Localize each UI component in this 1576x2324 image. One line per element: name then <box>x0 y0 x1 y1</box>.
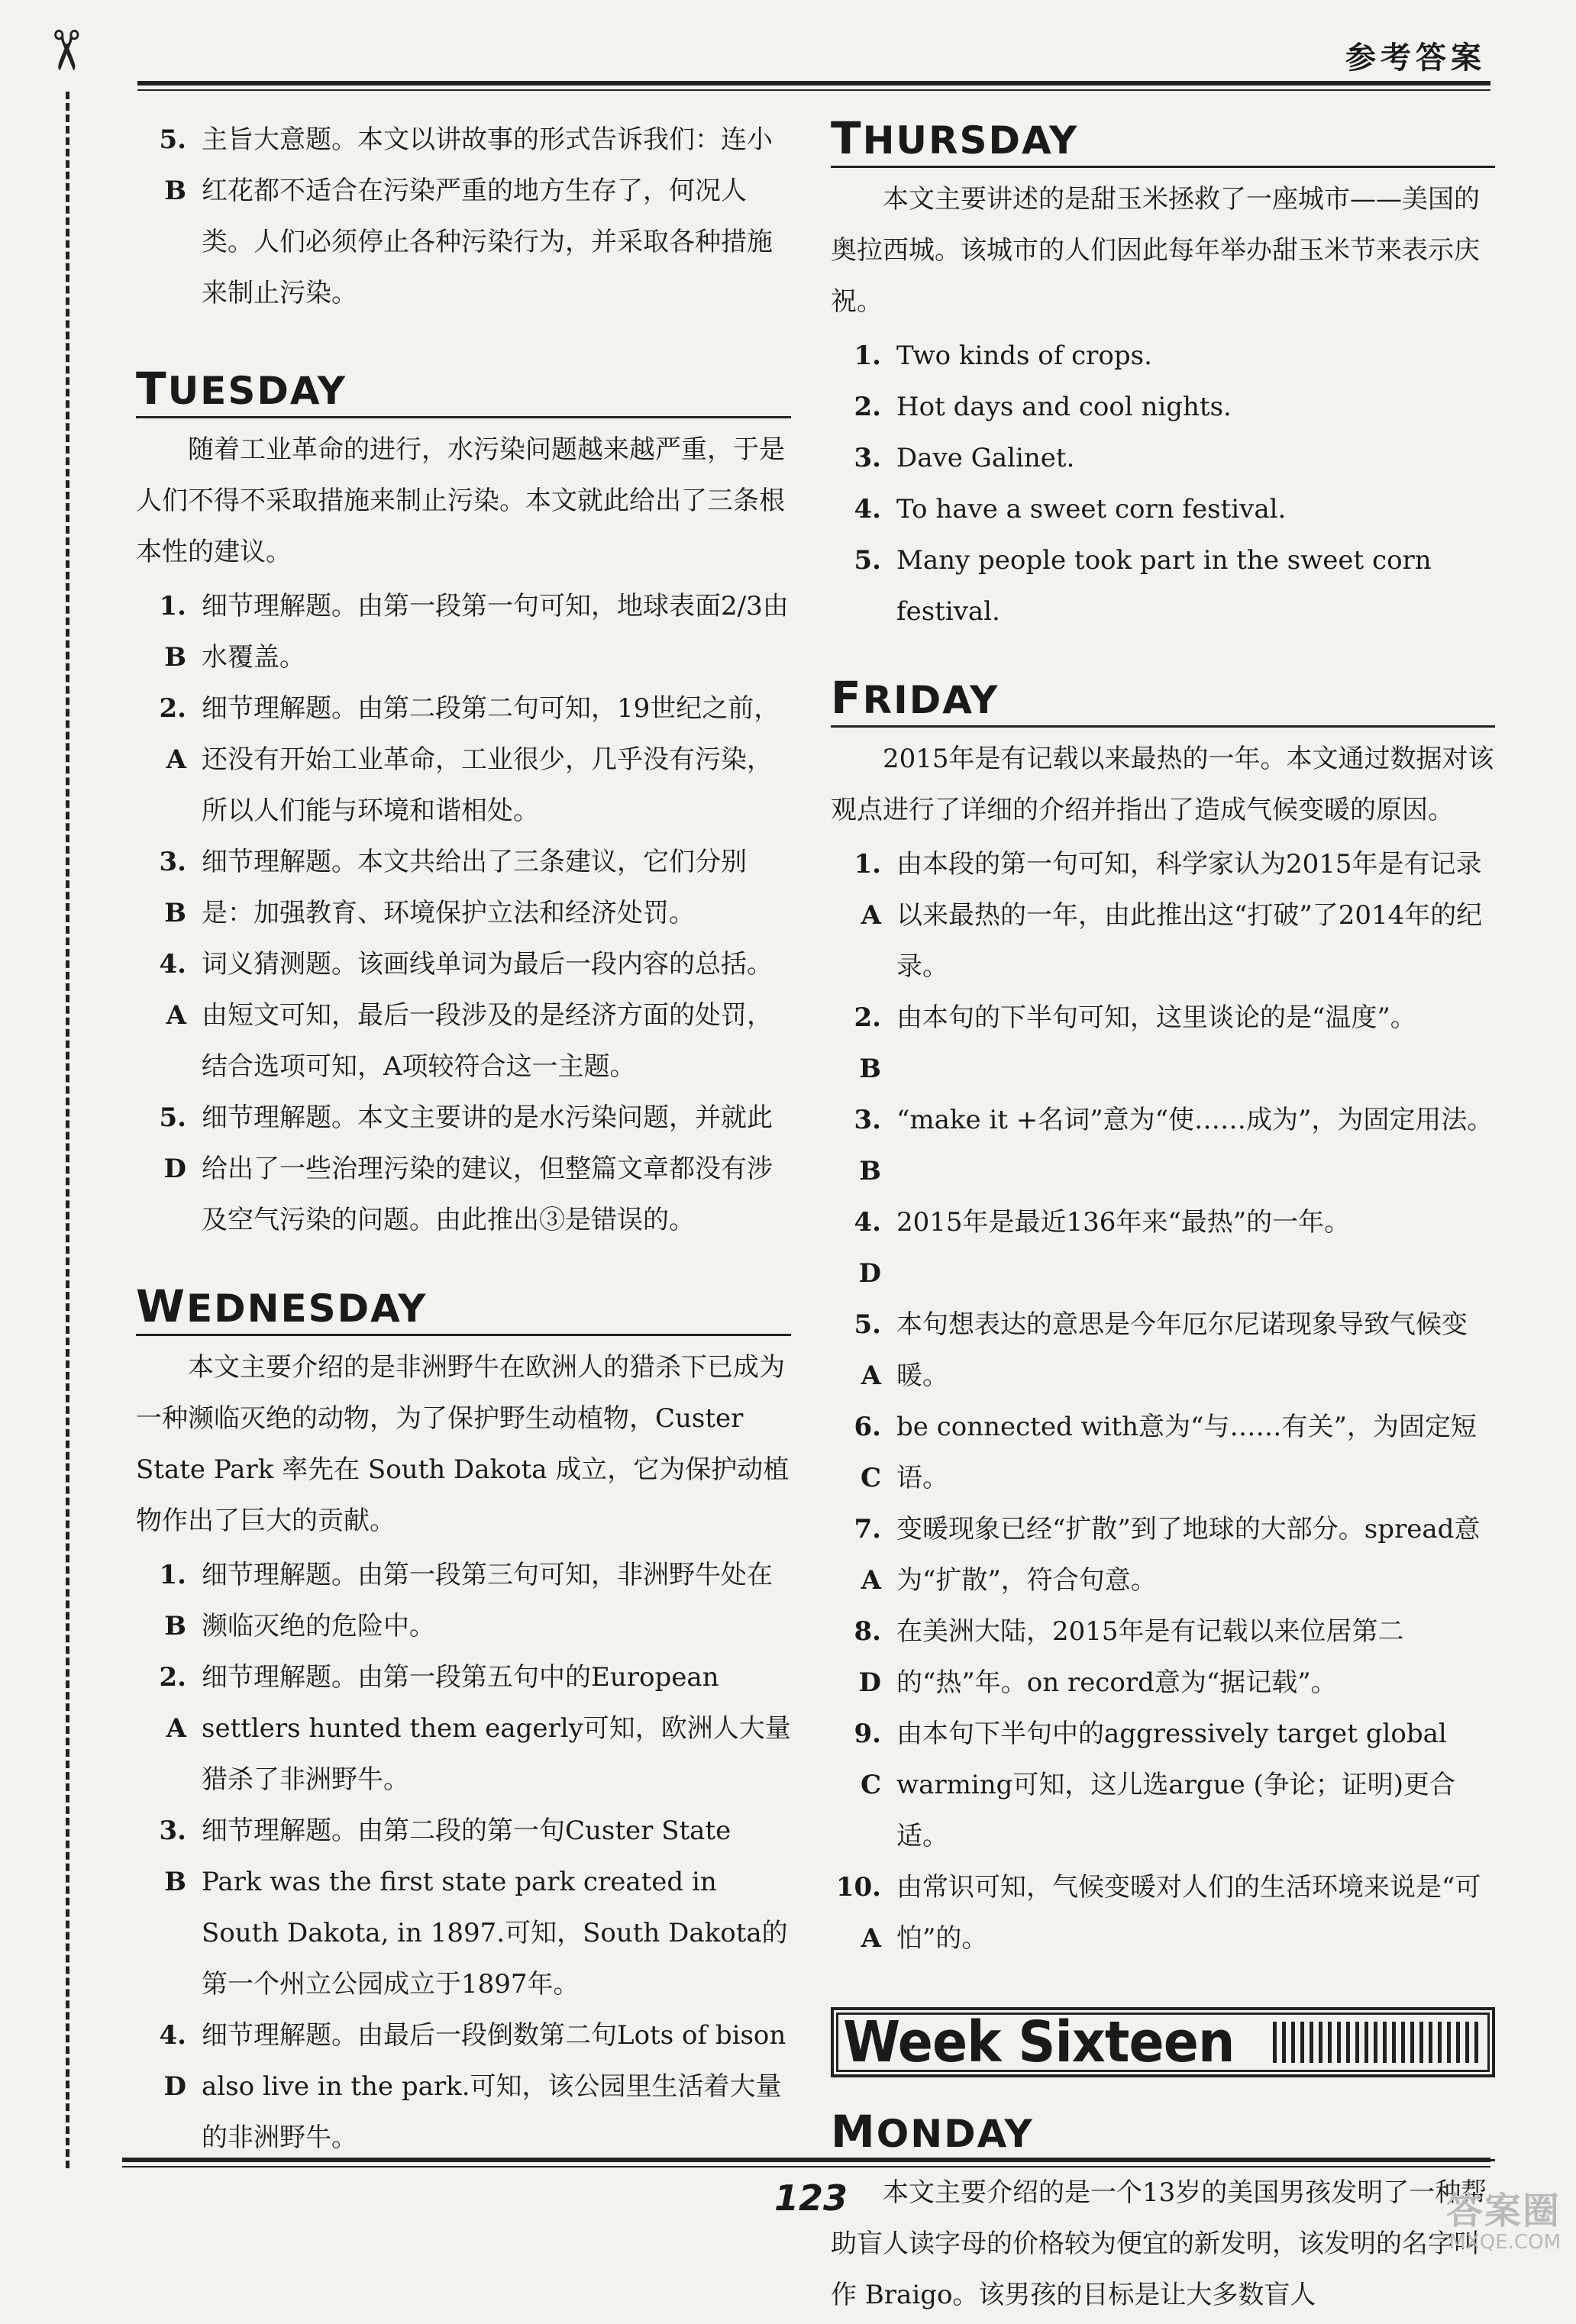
header-rule-thin <box>137 89 1490 91</box>
answer-item <box>136 1093 791 1246</box>
answer-item <box>831 1095 1495 1197</box>
left-column <box>136 115 791 2164</box>
answer-explanation: 由本句下半句中的aggressively target global warming可知，这儿选argue (争论；证明)更合适。 <box>896 1719 1456 1851</box>
answer-number: 2. A <box>159 1662 186 1744</box>
answer-number: 4. D <box>854 1207 881 1289</box>
answer-number: 1. <box>854 341 881 371</box>
answer-number: 1. A <box>854 849 881 931</box>
answer-number: 4. <box>854 494 881 525</box>
answer-item <box>831 1402 1495 1504</box>
answer-list <box>136 1550 791 2164</box>
answer-number: 3. B <box>854 1105 881 1186</box>
answer-explanation: 细节理解题。本文共给出了三条建议，它们分别是：加强教育、环境保护立法和经济处罚。 <box>202 847 747 928</box>
section-intro: 随着工业革命的进行，水污染问题越来越严重，于是人们不得不采取措施来制止污染。本文就此给出了三条根本性的建议。 <box>136 434 785 567</box>
answer-item <box>831 331 1495 382</box>
footer-rule <box>122 2158 1490 2162</box>
answer-item <box>136 837 791 939</box>
answer-item <box>831 839 1495 993</box>
section-intro: 2015年是有记载以来最热的一年。本文通过数据对该观点进行了详细的介绍并指出了造成气候变暖的原因。 <box>831 744 1494 825</box>
answer-item <box>831 1504 1495 1606</box>
answer-item <box>831 433 1495 484</box>
answer-explanation: Hot days and cool nights. <box>896 392 1232 422</box>
answer-number: 5. A <box>854 1309 881 1391</box>
answer-item <box>831 993 1495 1095</box>
answer-item <box>831 484 1495 535</box>
answer-number: 8. D <box>854 1616 881 1698</box>
section-heading-thursday: THURSDAY <box>831 115 1495 168</box>
header-rule <box>137 81 1490 86</box>
answer-number: 9. C <box>854 1719 881 1800</box>
answer-explanation: 本句想表达的意思是今年厄尔尼诺现象导致气候变暖。 <box>896 1309 1468 1391</box>
week-banner <box>831 2007 1495 2077</box>
answer-explanation: To have a sweet corn festival. <box>896 494 1287 525</box>
answer-item <box>831 1862 1495 1964</box>
section-intro: 本文主要介绍的是一个13岁的美国男孩发明了一种帮助盲人读字母的价格较为便宜的新发明，该发明的名字叫作 Braigo。该男孩的目标是让大多数盲人 <box>831 2177 1487 2310</box>
answer-number: 2. <box>854 392 881 422</box>
watermark: 答案圈 MXQE.COM <box>1445 2190 1561 2254</box>
answer-explanation: 2015年是最近136年来“最热”的一年。 <box>896 1207 1351 1238</box>
answer-list <box>831 331 1495 637</box>
answer-number: 4. A <box>159 949 186 1031</box>
answer-item <box>136 1652 791 1806</box>
answer-explanation: 在美洲大陆，2015年是有记载以来位居第二的“热”年。on record意为“据记载”。 <box>896 1616 1404 1698</box>
answer-number: 3. B <box>159 847 186 928</box>
answer-item <box>136 115 791 319</box>
answer-explanation: 细节理解题。由最后一段倒数第二句Lots of bison also live in the park.可知，该公园里生活着大量的非洲野牛。 <box>202 2020 786 2153</box>
page-number: 123 <box>773 2177 848 2219</box>
answer-item <box>831 382 1495 433</box>
answer-explanation: 细节理解题。由第一段第三句可知，非洲野牛处在濒临灭绝的危险中。 <box>202 1560 773 1641</box>
answer-explanation: 变暖现象已经“扩散”到了地球的大部分。spread意为“扩散”，符合句意。 <box>896 1514 1481 1596</box>
answer-explanation: 由本句的下半句可知，这里谈论的是“温度”。 <box>896 1002 1416 1033</box>
answer-item <box>831 1606 1495 1709</box>
answer-number: 10. A <box>835 1872 881 1954</box>
section-heading-wednesday: WEDNESDAY <box>136 1283 791 1336</box>
cut-line <box>66 92 69 2168</box>
answer-explanation: Many people took part in the sweet corn festival. <box>896 545 1432 627</box>
answer-explanation: 由常识可知，气候变暖对人们的生活环境来说是“可怕”的。 <box>896 1872 1481 1954</box>
answer-number: 5. D <box>159 1102 186 1184</box>
week-title: Week Sixteen <box>843 2009 1235 2075</box>
answer-number: 7. A <box>854 1514 881 1596</box>
answer-number: 1. B <box>159 591 186 673</box>
footer-rule-thin <box>122 2166 1490 2167</box>
scissors-icon: ✂ <box>34 27 98 74</box>
answer-number: 2. A <box>159 693 186 775</box>
answer-explanation: 细节理解题。本文主要讲的是水污染问题，并就此给出了一些治理污染的建议，但整篇文章都没有涉及空气污染的问题。由此推出③是错误的。 <box>202 1102 773 1235</box>
section-intro: 本文主要讲述的是甜玉米拯救了一座城市——美国的奥拉西城。该城市的人们因此每年举办甜玉米节来表示庆祝。 <box>831 184 1480 317</box>
answer-number: 5. <box>854 545 881 576</box>
answer-number: 1. B <box>159 1560 186 1641</box>
answer-item <box>136 581 791 683</box>
answer-number: 3. <box>854 443 881 473</box>
answer-number: 3. B <box>159 1816 186 1897</box>
answer-item <box>136 683 791 837</box>
section-heading-monday: MONDAY <box>831 2108 1495 2161</box>
answer-item <box>136 1806 791 2010</box>
answer-explanation: 细节理解题。由第二段的第一句Custer State Park was the first state park created in South Dakota, in 1897.可知，South Dakota的第一个州立公园成立于1897年。 <box>202 1816 788 2000</box>
page-header-title: 参考答案 <box>1345 40 1486 76</box>
answer-explanation: 细节理解题。由第二段第二句可知，19世纪之前，还没有开始工业革命，工业很少，几乎没有污染，所以人们能与环境和谐相处。 <box>202 693 780 826</box>
answer-item <box>831 1709 1495 1862</box>
answer-explanation: “make it +名词”意为“使……成为”，为固定用法。 <box>896 1105 1494 1135</box>
answer-number: 4. D <box>159 2020 186 2102</box>
answer-item <box>136 939 791 1093</box>
answer-explanation: 词义猜测题。该画线单词为最后一段内容的总括。由短文可知，最后一段涉及的是经济方面的处罚，结合选项可知，A项较符合这一主题。 <box>202 949 773 1082</box>
answer-item <box>136 1550 791 1652</box>
answer-explanation: Two kinds of crops. <box>896 341 1152 371</box>
section-heading-tuesday: TUESDAY <box>136 365 791 418</box>
barcode-decoration <box>1273 2022 1483 2063</box>
answer-item <box>136 2010 791 2164</box>
answer-explanation: 细节理解题。由第一段第一句可知，地球表面2/3由水覆盖。 <box>202 591 789 673</box>
answer-explanation: 由本段的第一句可知，科学家认为2015年是有记录以来最热的一年，由此推出这“打破”了2014年的纪录。 <box>896 849 1483 982</box>
answer-explanation: 主旨大意题。本文以讲故事的形式告诉我们：连小红花都不适合在污染严重的地方生存了，何况人类。人们必须停止各种污染行为，并采取各种措施来制止污染。 <box>202 124 773 308</box>
answer-item <box>831 1299 1495 1402</box>
answer-explanation: Dave Galinet. <box>896 443 1075 473</box>
answer-item <box>831 1197 1495 1299</box>
answer-number: 6. C <box>854 1412 881 1493</box>
answer-list <box>831 839 1495 1964</box>
answer-number: 2. B <box>854 1002 881 1084</box>
answer-number: 5. B <box>159 124 186 206</box>
answer-explanation: 细节理解题。由第一段第五句中的European settlers hunted them eagerly可知，欧洲人大量猎杀了非洲野牛。 <box>202 1662 791 1795</box>
right-column <box>831 112 1495 2324</box>
answer-list <box>136 581 791 1246</box>
section-heading-friday: FRIDAY <box>831 674 1495 728</box>
section-intro: 本文主要介绍的是非洲野牛在欧洲人的猎杀下已成为一种濒临灭绝的动物，为了保护野生动植物，Custer State Park 率先在 South Dakota 成立，它为保护动植物作出了巨大的贡献。 <box>136 1352 790 1536</box>
answer-item <box>831 535 1495 637</box>
answer-explanation: be connected with意为“与……有关”，为固定短语。 <box>896 1412 1477 1493</box>
